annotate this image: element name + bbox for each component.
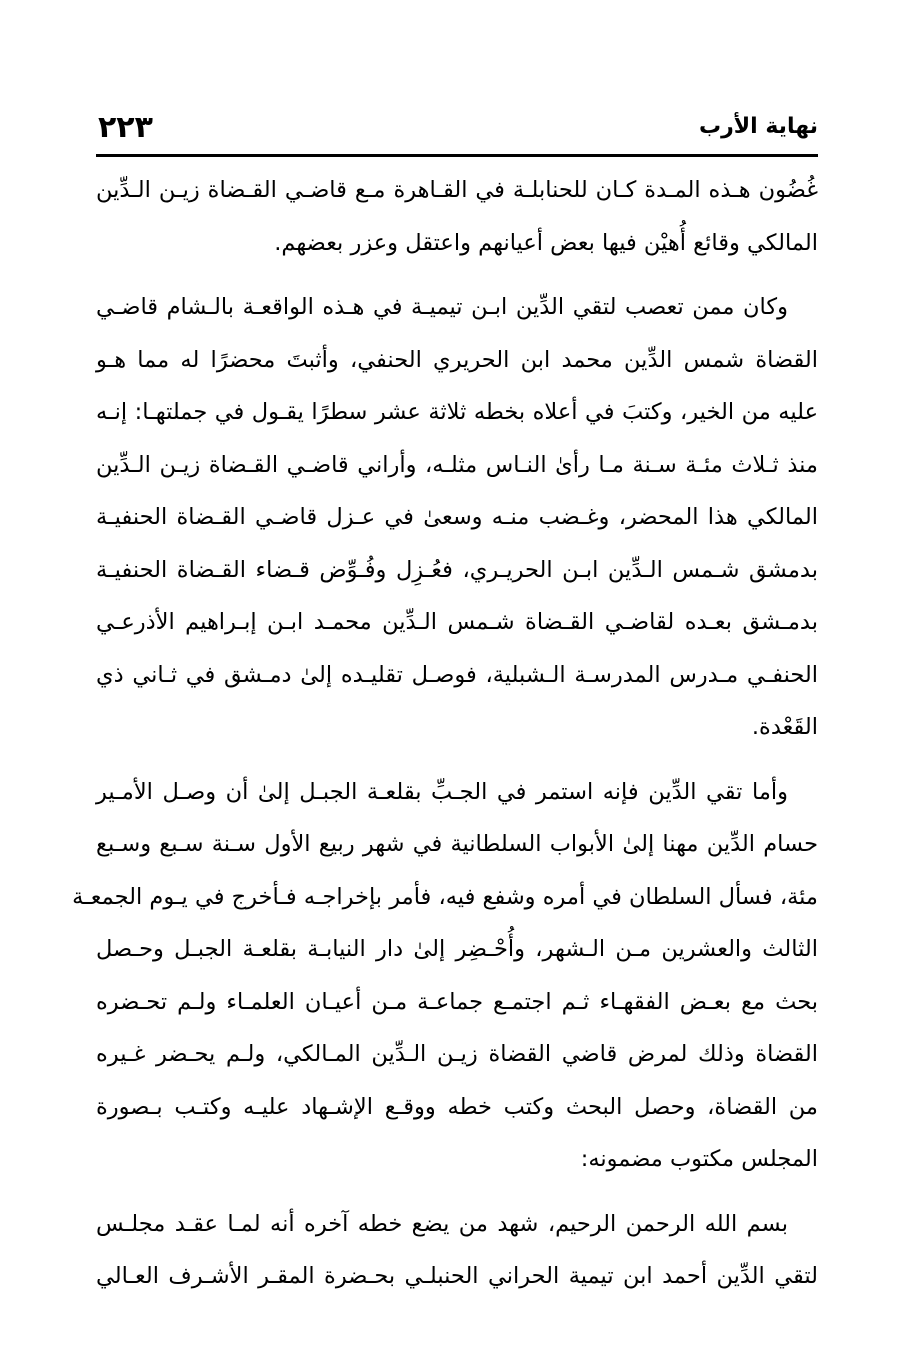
page-number: ٢٢٣ [98,110,153,145]
body-text [72,164,818,1315]
header-rule [96,154,818,157]
running-title: نهاية الأرب [698,114,818,139]
text-line: المالكي وقائع أُهيْن فيها بعض أعيانهم واعتقل وعزر بعضهم. [274,229,818,256]
page [72,0,818,1366]
paragraph-4 [96,1198,818,1303]
text-line: بحث مع بعـض الفقهـاء ثـم اجتمـع جماعـة مـن أعيـان العلمـاء ولـم تحـضره [96,988,818,1015]
text-line: الثالث والعشرين مـن الـشهر، وأُحْـضِر إلىٰ دار النيابـة بقلعـة الجبـل وحـصل [96,936,818,962]
text-line: عليه من الخير، وكتبَ في أعلاه بخطه ثلاثة عشر سطرًا يقـول في جملتهـا: إنـه [96,399,818,425]
text-line: حسام الدِّين مهنا إلىٰ الأبواب السلطانية في شهر ربيع الأول سـنة سـبع وسـبع [96,831,818,857]
text-line: المالكي هذا المحضر، وغـضب منـه وسعىٰ في عـزل قاضـي القـضاة الحنفيـة [96,504,818,530]
text-line: الحنفـي مـدرس المدرسـة الـشبلية، فوصـل تقليـده إلىٰ دمـشق في ثـاني ذي [96,661,818,688]
text-line: غُضُون هـذه المـدة كـان للحنابلـة في القـاهرة مـع قاضـي القـضاة زيـن الـدِّين [96,177,818,203]
paragraph-1 [96,164,818,269]
page-header [96,110,818,154]
text-line: وكان ممن تعصب لتقي الدِّين ابـن تيميـة في هـذه الواقعـة بالـشام قاضـي [96,294,788,320]
text-line: بدمـشق بعـده لقاضـي القـضاة شـمس الـدِّين محمـد ابـن إبـراهيم الأذرعـي [96,609,818,635]
text-line: القضاة شمس الدِّين محمد ابن الحريري الحنفي، وأثبتَ محضرًا له مما هـو [96,346,818,373]
paragraph-3 [72,766,818,1186]
paragraph-2 [96,281,818,754]
text-line: لتقي الدِّين أحمد ابن تيمية الحراني الحنبلـي بحـضرة المقـر الأشـرف العـالي [96,1263,818,1289]
text-line: مئة، فسأل السلطان في أمره وشفع فيه، فأمر بإخراجـه فـأخرج في يـوم الجمعـة [72,883,818,910]
text-line: وأما تقي الدِّين فإنه استمر في الجـبِّ بقلعـة الجبـل إلىٰ أن وصـل الأمـير [96,778,788,805]
text-line: منذ ثـلاث مئـة سـنة مـا رأىٰ النـاس مثلـه، وأراني قاضـي القـضاة زيـن الـدِّين [96,451,818,478]
text-line: القَعْدة. [751,714,818,740]
text-line: القضاة وذلك لمرض قاضي القضاة زيـن الـدِّين المـالكي، ولـم يحـضر غـيره [96,1041,818,1067]
text-line: المجلس مكتوب مضمونه: [580,1146,818,1172]
text-line: بسم الله الرحمن الرحيم، شهد من يضع خطه آخره أنه لمـا عقـد مجلـس [96,1210,788,1237]
text-line: بدمشق شـمس الـدِّين ابـن الحريـري، فعُـزِل وفُـوِّض قـضاء القـضاة الحنفيـة [96,556,818,583]
text-line: من القضاة، وحصل البحث وكتب خطه ووقـع الإشـهاد عليـه وكتـب بـصورة [96,1093,818,1120]
